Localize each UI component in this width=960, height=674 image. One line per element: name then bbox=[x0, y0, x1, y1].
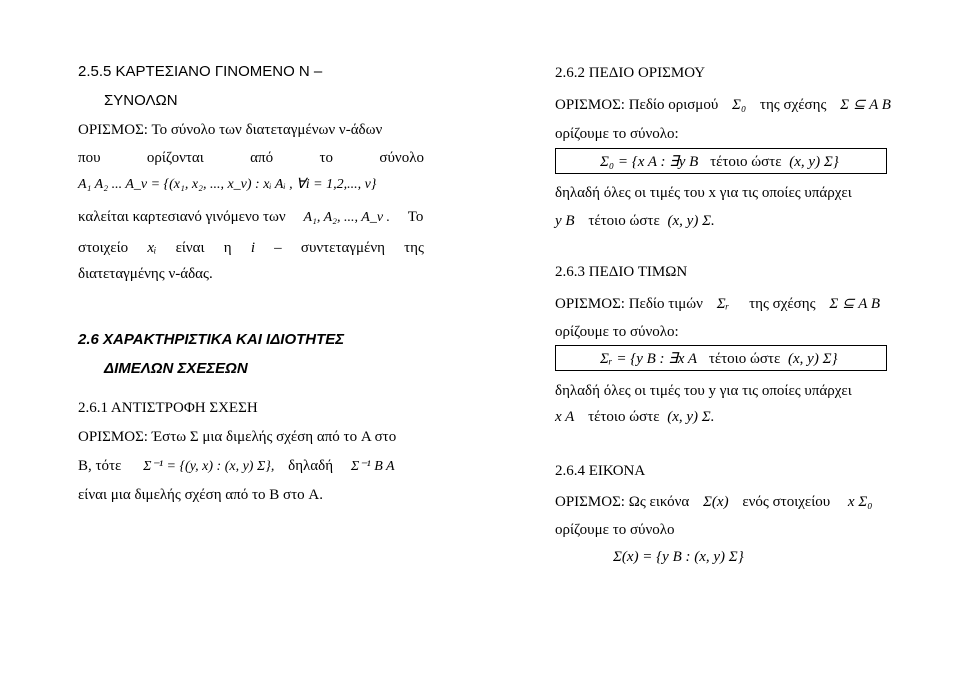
section-2-6-title-line2: ΔΙΜΕΛΩΝ ΣΧΕΣΕΩΝ bbox=[104, 360, 248, 377]
word: της bbox=[404, 240, 424, 256]
math-sigma0: Σ₀ bbox=[732, 97, 747, 113]
text: της σχέσης bbox=[749, 296, 816, 312]
image-formula: Σ(x) = {y B : (x, y) Σ} bbox=[613, 549, 744, 565]
inverse-definition-line-2 bbox=[78, 457, 395, 476]
word: που bbox=[78, 150, 101, 166]
range-line-2: ορίζουμε το σύνολο: bbox=[555, 324, 679, 340]
definition-line-4 bbox=[78, 239, 424, 257]
text: ΟΡΙΣΜΟΣ: Πεδίο ορισμού bbox=[555, 97, 719, 113]
image-line-2: ορίζουμε το σύνολο bbox=[555, 522, 675, 538]
domain-line-2: ορίζουμε το σύνολο: bbox=[555, 126, 679, 142]
text: καλείται καρτεσιανό γινόμενο των bbox=[78, 209, 286, 225]
section-2-6-4-title: 2.6.4 ΕΙΚΟΝΑ bbox=[555, 463, 646, 479]
range-formula bbox=[600, 349, 837, 368]
text: τέτοιο ώστε bbox=[710, 154, 782, 170]
text: ΟΡΙΣΜΟΣ: Ως εικόνα bbox=[555, 494, 690, 510]
math: y B bbox=[555, 213, 575, 229]
domain-formula-box bbox=[555, 148, 887, 174]
math-sigma-r: Σᵣ bbox=[716, 296, 730, 312]
math: Σᵣ = {y B : ∃x A bbox=[600, 351, 698, 367]
text: τέτοιο ώστε bbox=[588, 409, 660, 425]
inverse-formula: Σ⁻¹ = {(y, x) : (x, y) Σ}, bbox=[143, 459, 275, 474]
text: Το bbox=[407, 209, 424, 225]
word: η bbox=[223, 240, 232, 256]
definition-line-2 bbox=[78, 149, 424, 167]
section-2-6-1-title: 2.6.1 ΑΝΤΙΣΤΡΟΦΗ ΣΧΕΣΗ bbox=[78, 400, 258, 416]
section-2-6-title-line1: 2.6 ΧΑΡΑΚΤΗΡΙΣΤΙΚΑ ΚΑΙ ΙΔΙΟΤΗΤΕΣ bbox=[78, 331, 345, 348]
word: το bbox=[319, 150, 334, 166]
text: δηλαδή bbox=[288, 458, 334, 474]
domain-line-1 bbox=[555, 96, 891, 114]
section-2-6-2-title: 2.6.2 ΠΕΔΙΟ ΟΡΙΣΜΟΥ bbox=[555, 65, 706, 81]
definition-line-5: διατεταγμένης ν-άδας. bbox=[78, 266, 213, 282]
cartesian-product-formula: A₁ A₂ ... A_ν = {(x₁, x₂, ..., x_ν) : xᵢ Aᵢ , ∀i = 1,2,..., ν} bbox=[78, 177, 377, 192]
range-line-3: δηλαδή όλες οι τιμές του y για τις οποίες υπάρχει bbox=[555, 383, 852, 399]
word: από bbox=[250, 150, 274, 166]
section-2-5-5-title-line2: ΣΥΝΟΛΩΝ bbox=[104, 92, 178, 109]
math-sigma-x: Σ(x) bbox=[703, 494, 729, 510]
word: σύνολο bbox=[379, 150, 424, 166]
math-element: x Σ₀ bbox=[847, 494, 873, 510]
math: x A bbox=[555, 409, 575, 425]
range-line-4 bbox=[555, 408, 714, 426]
inverse-definition-line-3: είναι μια διμελής σχέση από το B στο A. bbox=[78, 487, 323, 503]
definition-line-3 bbox=[78, 208, 423, 227]
math: Σ₀ = {x A : ∃y B bbox=[600, 154, 699, 170]
domain-line-4 bbox=[555, 212, 715, 230]
domain-formula bbox=[600, 152, 839, 171]
math: (x, y) Σ. bbox=[667, 213, 715, 229]
domain-line-3: δηλαδή όλες οι τιμές του x για τις οποίες υπάρχει bbox=[555, 185, 852, 201]
right-page bbox=[480, 0, 960, 674]
definition-line-1: ΟΡΙΣΜΟΣ: Το σύνολο των διατεταγμένων ν-άδων bbox=[78, 122, 383, 138]
text: τέτοιο ώστε bbox=[708, 351, 781, 367]
word: συντεταγμένη bbox=[300, 240, 385, 256]
section-2-5-5-title-line1: 2.5.5 ΚΑΡΤΕΣΙΑΝΟ ΓΙΝΟΜΕΝΟ Ν – bbox=[78, 63, 323, 80]
math-var: i bbox=[250, 240, 255, 256]
math-relation: Σ ⊆ A B bbox=[829, 296, 881, 312]
math-sets: A₁, A₂, ..., A_ν . bbox=[303, 210, 391, 225]
inverse-definition-line-1: ΟΡΙΣΜΟΣ: Έστω Σ μια διμελής σχέση από το A στο bbox=[78, 429, 397, 445]
inverse-subset-formula: Σ⁻¹ B A bbox=[350, 459, 395, 474]
word: – bbox=[274, 240, 282, 256]
range-formula-box bbox=[555, 345, 887, 371]
text: ενός στοιχείου bbox=[742, 494, 831, 510]
text: της σχέσης bbox=[759, 97, 827, 113]
math: (x, y) Σ. bbox=[667, 409, 715, 425]
word: στοιχείο bbox=[78, 240, 129, 256]
math-var: xᵢ bbox=[147, 240, 157, 256]
text: B, τότε bbox=[78, 458, 122, 474]
section-2-6-3-title: 2.6.3 ΠΕΔΙΟ ΤΙΜΩΝ bbox=[555, 264, 688, 280]
math-relation: Σ ⊆ A B bbox=[840, 97, 891, 113]
image-line-1 bbox=[555, 493, 872, 511]
math: (x, y) Σ} bbox=[789, 154, 839, 170]
range-line-1 bbox=[555, 295, 880, 313]
math: (x, y) Σ} bbox=[788, 351, 838, 367]
word: ορίζονται bbox=[146, 150, 204, 166]
word: είναι bbox=[175, 240, 205, 256]
text: ΟΡΙΣΜΟΣ: Πεδίο τιμών bbox=[555, 296, 703, 312]
text: τέτοιο ώστε bbox=[588, 213, 660, 229]
